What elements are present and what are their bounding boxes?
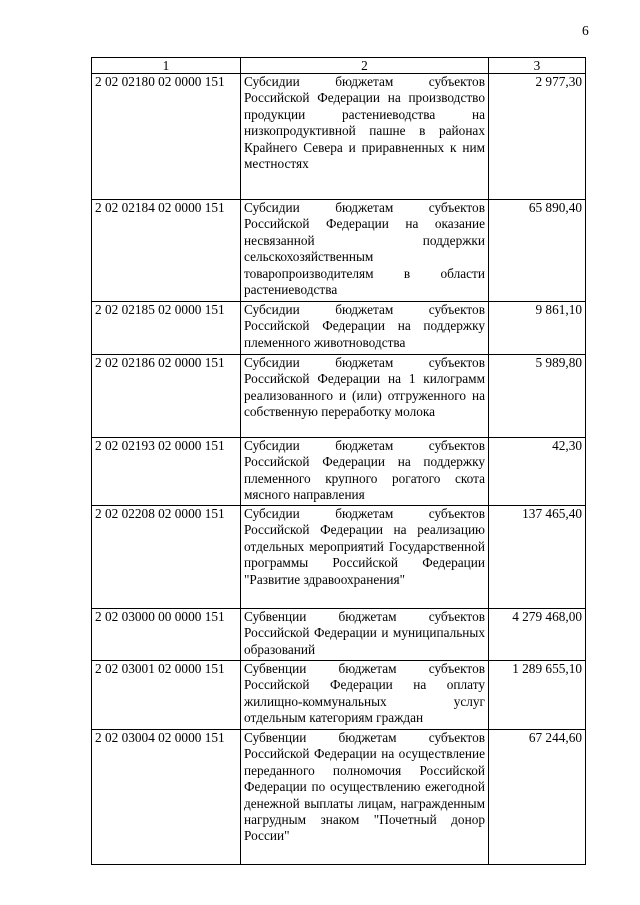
- amount-cell: 42,30: [489, 438, 586, 506]
- table-row: [92, 302, 586, 355]
- budget-code-cell: 2 02 03000 00 0000 151: [92, 609, 241, 661]
- budget-code-cell: 2 02 03001 02 0000 151: [92, 661, 241, 730]
- table-row: [92, 200, 586, 302]
- description-cell: Субсидии бюджетам субъектов Российской Федерации на 1 килограмм реализованного и (или) отгруженного на собственную переработку молока: [241, 355, 489, 438]
- amount-cell: 1 289 655,10: [489, 661, 586, 730]
- amount-cell: 5 989,80: [489, 355, 586, 438]
- budget-code-cell: 2 02 02180 02 0000 151: [92, 74, 241, 200]
- description-cell: Субвенции бюджетам субъектов Российской Федерации на оплату жилищно-коммунальных услуг отдельным категориям граждан: [241, 661, 489, 730]
- amount-cell: 9 861,10: [489, 302, 586, 355]
- budget-code-cell: 2 02 03004 02 0000 151: [92, 730, 241, 865]
- description-cell: Субсидии бюджетам субъектов Российской Федерации на оказание несвязанной поддержки сельскохозяйственным товаропроизводителям в области растениеводства: [241, 200, 489, 302]
- description-cell: Субвенции бюджетам субъектов Российской Федерации на осуществление переданного полномочия Российской Федерации по осуществлению ежегодной денежной выплаты лицам, награжденным нагрудным знаком "Почетный донор России": [241, 730, 489, 865]
- table-row: [92, 74, 586, 200]
- budget-table: [91, 57, 586, 865]
- budget-code-cell: 2 02 02185 02 0000 151: [92, 302, 241, 355]
- amount-cell: 2 977,30: [489, 74, 586, 200]
- budget-code-cell: 2 02 02208 02 0000 151: [92, 506, 241, 609]
- description-cell: Субсидии бюджетам субъектов Российской Федерации на производство продукции растениеводства на низкопродуктивной пашне в районах Крайнего Севера и приравненных к ним местностях: [241, 74, 489, 200]
- budget-code-cell: 2 02 02184 02 0000 151: [92, 200, 241, 302]
- table-header-row: [92, 58, 586, 74]
- table-row: [92, 609, 586, 661]
- description-cell: Субсидии бюджетам субъектов Российской Федерации на реализацию отдельных мероприятий Государственной программы Российской Федерации "Развитие здравоохранения": [241, 506, 489, 609]
- table-row: [92, 438, 586, 506]
- budget-code-cell: 2 02 02193 02 0000 151: [92, 438, 241, 506]
- column-header-1: 1: [92, 58, 241, 74]
- table-row: [92, 730, 586, 865]
- column-header-2: 2: [241, 58, 489, 74]
- amount-cell: 65 890,40: [489, 200, 586, 302]
- description-cell: Субвенции бюджетам субъектов Российской Федерации и муниципальных образований: [241, 609, 489, 661]
- column-header-3: 3: [489, 58, 586, 74]
- table-row: [92, 661, 586, 730]
- description-cell: Субсидии бюджетам субъектов Российской Федерации на поддержку племенного животноводства: [241, 302, 489, 355]
- description-cell: Субсидии бюджетам субъектов Российской Федерации на поддержку племенного крупного рогатого скота мясного направления: [241, 438, 489, 506]
- amount-cell: 4 279 468,00: [489, 609, 586, 661]
- budget-code-cell: 2 02 02186 02 0000 151: [92, 355, 241, 438]
- table-row: [92, 506, 586, 609]
- amount-cell: 137 465,40: [489, 506, 586, 609]
- amount-cell: 67 244,60: [489, 730, 586, 865]
- table-row: [92, 355, 586, 438]
- page-number: 6: [582, 23, 589, 38]
